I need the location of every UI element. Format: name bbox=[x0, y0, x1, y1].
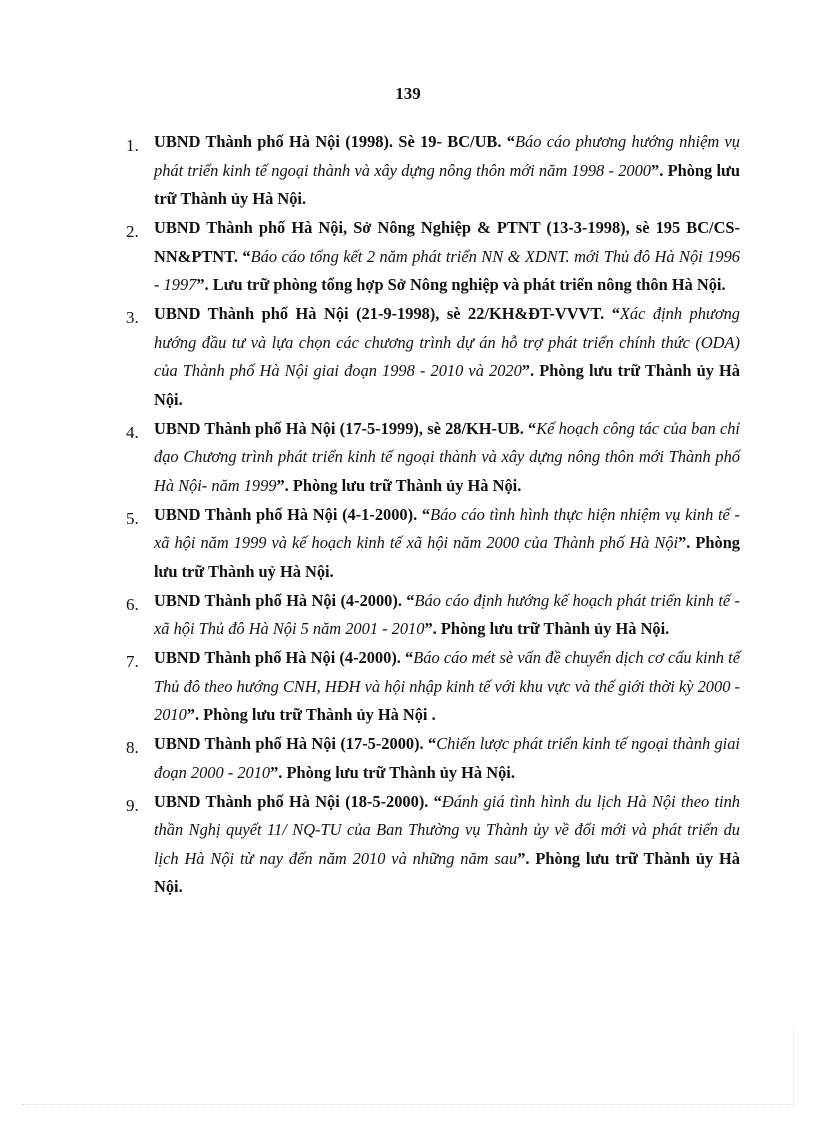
reference-title: Chiến lược phát triển kinh tế ngoại thành giai đoạn 2000 - 2010 bbox=[154, 734, 740, 782]
reference-item bbox=[120, 415, 740, 501]
reference-title: Kế hoạch công tác của ban chỉ đạo Chương trình phát triển kinh tế ngoại thành và xây dựng nông thôn mới Thành phố Hà Nội- năm 1999 bbox=[154, 418, 740, 495]
reference-item bbox=[120, 300, 740, 414]
reference-item bbox=[120, 128, 740, 214]
reference-title: Báo cáo định hướng kế hoạch phát triển kinh tế - xã hội Thủ đô Hà Nội 5 năm 2001 - 2010 bbox=[154, 590, 741, 638]
reference-author: UBND Thành phố Hà Nội (4-2000). “ bbox=[154, 648, 414, 667]
reference-source: ”. Lưu trữ phòng tổng hợp Sở Nông nghiệp và phát triển nông thôn Hà Nội. bbox=[196, 275, 726, 294]
reference-item bbox=[120, 214, 740, 300]
reference-title: Báo cáo tình hình thực hiện nhiệm vụ kinh tế - xã hội năm 1999 và kế hoạch kinh tế xã hội năm 2000 của Thành phố Hà Nội bbox=[154, 504, 740, 552]
reference-author: UBND Thành phố Hà Nội (21-9-1998), sè 22/KH&ĐT-VVVT. “ bbox=[154, 304, 620, 323]
reference-author: UBND Thành phố Hà Nội (1998). Sè 19- BC/UB. “ bbox=[154, 132, 515, 151]
page-right-border bbox=[793, 1030, 794, 1105]
reference-source: ”. Phòng lưu trữ Thành ủy Hà Nội. bbox=[154, 848, 741, 896]
reference-item bbox=[120, 587, 740, 644]
reference-author: UBND Thành phố Hà Nội (18-5-2000). “ bbox=[154, 791, 442, 811]
reference-source: ”. Phòng lưu trữ Thành ủy Hà Nội. bbox=[270, 762, 515, 782]
reference-source: ”. Phòng lưu trữ Thành ủy Hà Nội. bbox=[424, 619, 670, 638]
reference-source: ”. Phòng lưu trữ Thành uỷ Hà Nội. bbox=[154, 533, 741, 581]
reference-item bbox=[120, 730, 740, 787]
reference-number: 2. bbox=[126, 222, 139, 241]
reference-author: UBND Thành phố Hà Nội (17-5-2000). “ bbox=[154, 734, 437, 753]
reference-number: 3. bbox=[126, 308, 139, 327]
reference-number: 8. bbox=[126, 738, 139, 757]
page-number: 139 bbox=[395, 84, 421, 103]
reference-title: Đánh giá tình hình du lịch Hà Nội theo tinh thần Nghị quyết 11/ NQ-TU của Ban Thường vụ Thành ủy về đổi mới và phát triển du lịch Hà Nội từ nay đến năm 2010 và những năm sau bbox=[154, 791, 740, 868]
reference-number: 4. bbox=[126, 422, 139, 442]
reference-item bbox=[120, 788, 740, 902]
reference-source: ”. Phòng lưu trữ Thành ủy Hà Nội. bbox=[154, 361, 740, 409]
reference-title: Xác định phương hướng đầu tư và lựa chọn các chương trình dự án hỗ trợ phát triển chính thức (ODA) của Thành phố Hà Nội giai đoạn 1998 - 2010 và 2020 bbox=[154, 304, 740, 380]
reference-source: ”. Phòng lưu trữ Thành ủy Hà Nội. bbox=[154, 160, 741, 208]
page-bottom-border bbox=[22, 1104, 794, 1105]
reference-item bbox=[120, 501, 740, 587]
reference-number: 7. bbox=[126, 652, 139, 671]
reference-author: UBND Thành phố Hà Nội (4-2000). “ bbox=[154, 590, 415, 610]
reference-author: UBND Thành phố Hà Nội (4-1-2000). “ bbox=[154, 504, 431, 524]
reference-author: UBND Thành phố Hà Nội (17-5-1999), sè 28/KH-UB. “ bbox=[154, 418, 537, 438]
reference-title: Báo cáo phương hướng nhiệm vụ phát triển kinh tế ngoại thành và xây dựng nông thôn mới năm 1998 - 2000 bbox=[154, 132, 740, 180]
reference-source: ”. Phòng lưu trữ Thành ủy Hà Nội. bbox=[276, 475, 522, 495]
reference-list bbox=[120, 128, 740, 902]
reference-item bbox=[120, 644, 740, 730]
reference-author: UBND Thành phố Hà Nội, Sở Nông Nghiệp & PTNT (13-3-1998), sè 195 BC/CS-NN&PTNT. “ bbox=[154, 218, 740, 266]
reference-title: Báo cáo mét sè vấn đề chuyển dịch cơ cấu kinh tế Thủ đô theo hướng CNH, HĐH và hội nhập kinh tế với khu vực và thế giới thời kỳ 2000 - 2010 bbox=[154, 648, 741, 724]
reference-number: 1. bbox=[126, 136, 139, 155]
reference-number: 6. bbox=[126, 594, 139, 614]
reference-title: Báo cáo tổng kết 2 năm phát triển NN & XDNT. mới Thủ đô Hà Nội 1996 - 1997 bbox=[154, 246, 740, 294]
reference-source: ”. Phòng lưu trữ Thành ủy Hà Nội . bbox=[186, 705, 436, 724]
reference-number: 5. bbox=[126, 508, 139, 528]
reference-number: 9. bbox=[126, 795, 139, 815]
